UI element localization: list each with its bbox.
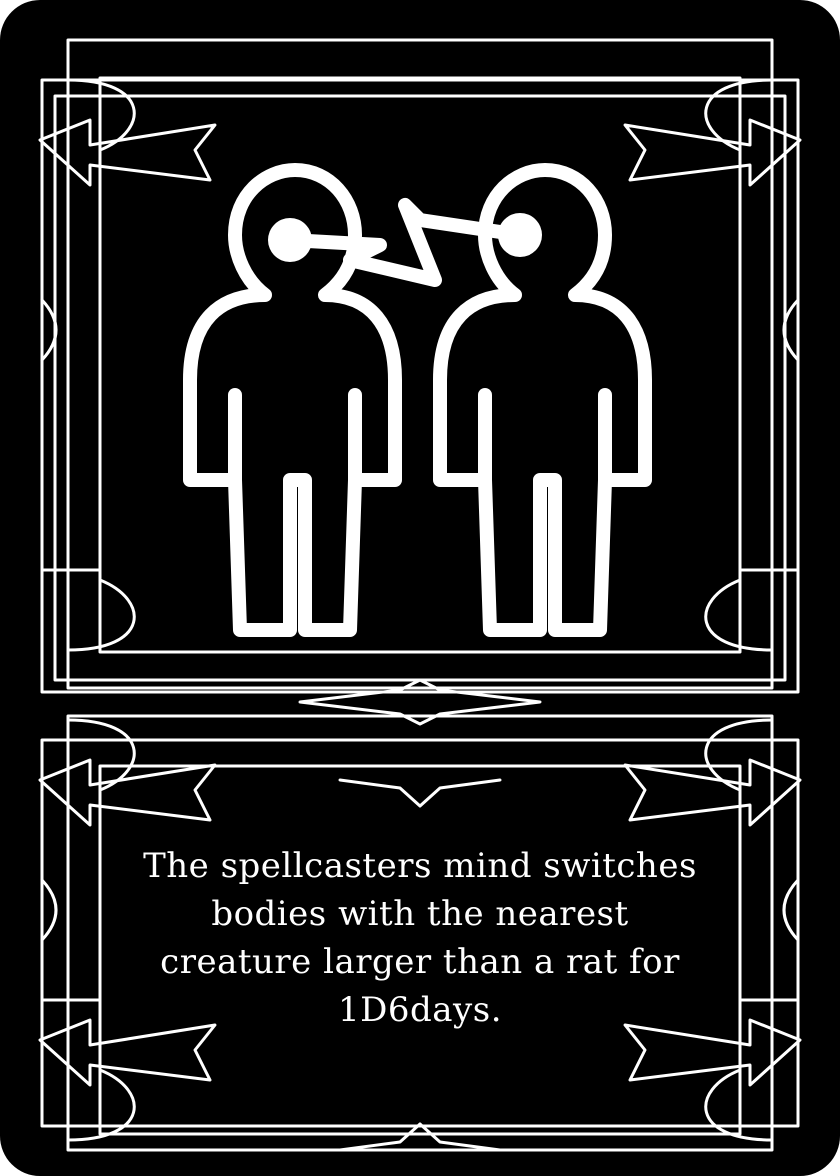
mind-swap-icon — [170, 150, 670, 650]
card-effect-text: The spellcasters mind switches bodies with the nearest creature larger than a rat for 1D6days. — [143, 846, 697, 1030]
